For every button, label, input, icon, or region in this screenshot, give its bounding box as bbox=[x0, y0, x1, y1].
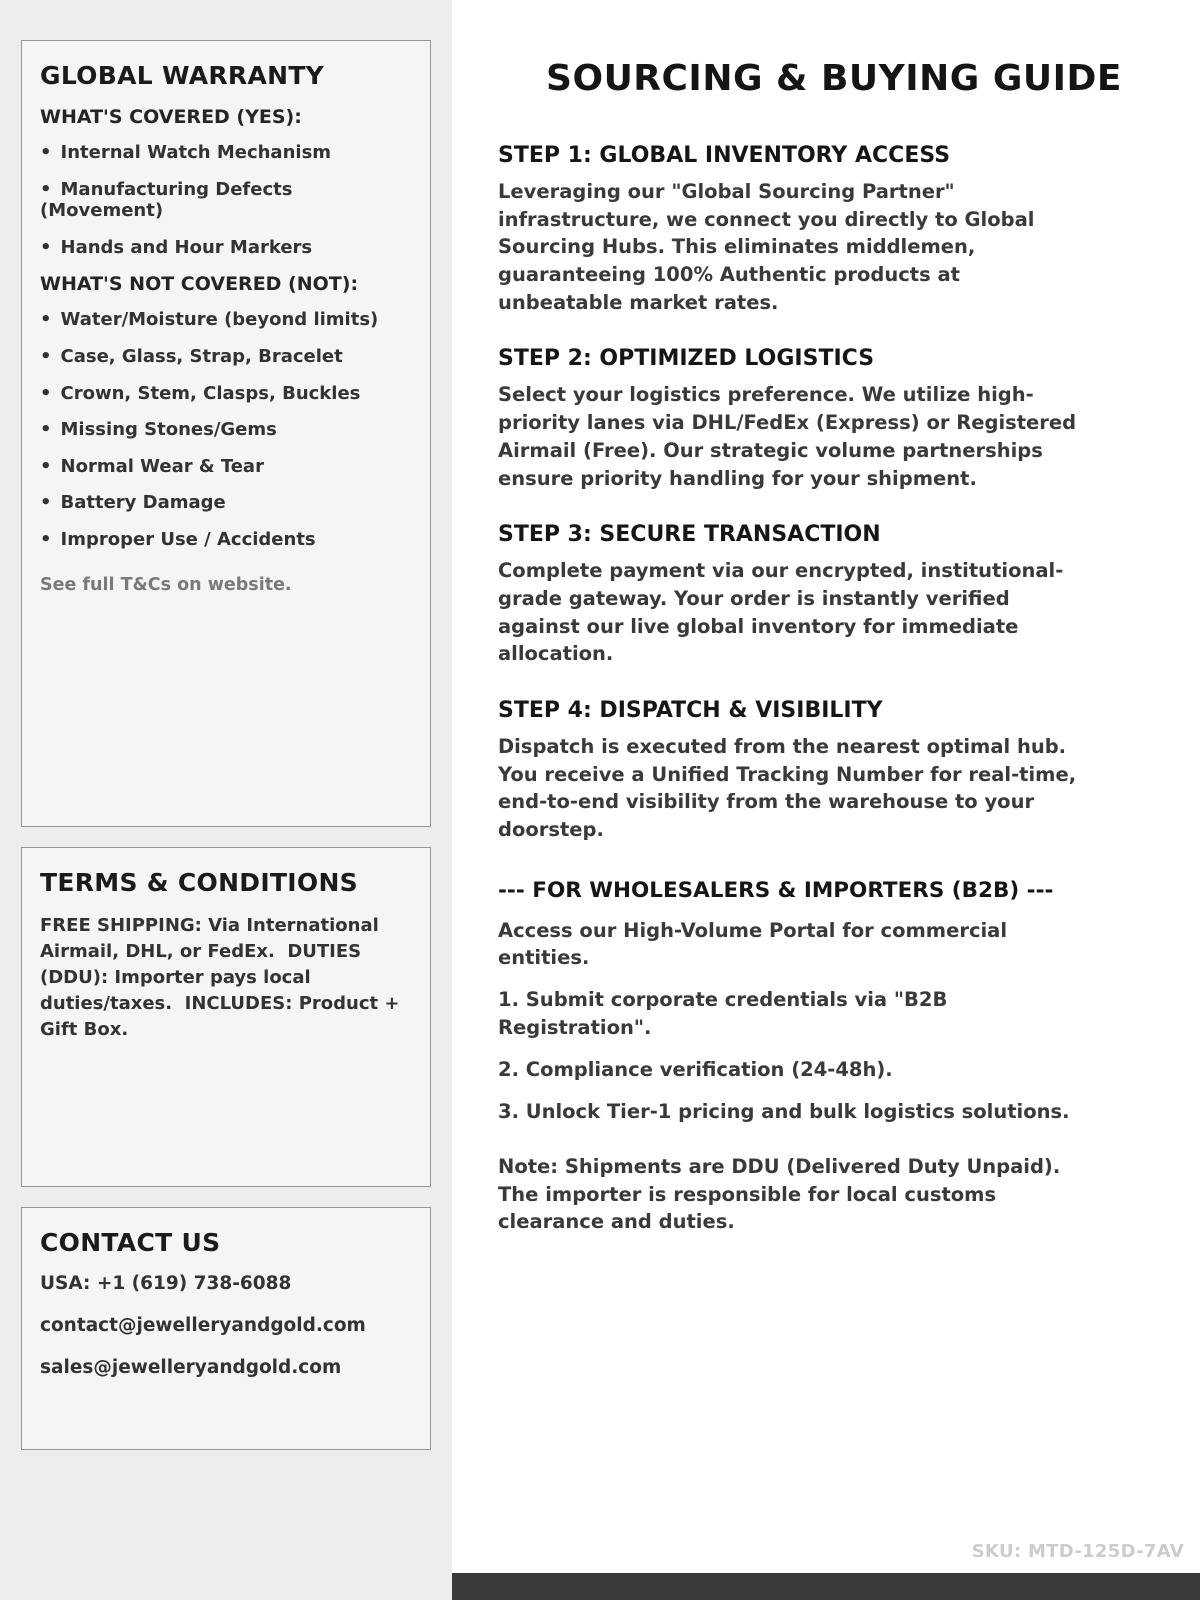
main-content bbox=[452, 0, 1200, 1600]
warranty-not-covered-list bbox=[40, 309, 412, 550]
step-1-body: Leveraging our "Global Sourcing Partner" infrastructure, we connect you directly to Global Sourcing Hubs. This eliminates middlemen, guaranteeing 100% Authentic products at unbeatable market rates. bbox=[498, 180, 1035, 314]
warranty-excluded-item: • Battery Damage bbox=[40, 492, 412, 514]
terms-body: FREE SHIPPING: Via International Airmail, DHL, or FedEx. DUTIES (DDU): Importer pays local duties/taxes. INCLUDES: Product + Gift Box. bbox=[40, 915, 406, 1041]
b2b-heading: --- FOR WHOLESALERS & IMPORTERS (B2B) --- bbox=[498, 877, 1054, 903]
step-2-body: Select your logistics preference. We utilize high-priority lanes via DHL/FedEx (Express) or Registered Airmail (Free). Our strategic volume partnerships ensure priority handling for your shipment. bbox=[498, 383, 1077, 490]
b2b-item-2: 2. Compliance verification (24-48h). bbox=[498, 1057, 893, 1081]
contact-phone: USA: +1 (619) 738-6088 bbox=[40, 1273, 292, 1294]
guide-content bbox=[498, 143, 1080, 1235]
warranty-covered-item: • Manufacturing Defects (Movement) bbox=[40, 179, 412, 222]
page-title: SOURCING & BUYING GUIDE bbox=[546, 58, 1122, 99]
step-2-heading: STEP 2: OPTIMIZED LOGISTICS bbox=[498, 346, 875, 372]
contact-email-primary: contact@jewelleryandgold.com bbox=[40, 1315, 366, 1336]
warranty-excluded-item: • Missing Stones/Gems bbox=[40, 419, 412, 441]
footer-bar bbox=[452, 1573, 1200, 1600]
contact-email-sales: sales@jewelleryandgold.com bbox=[40, 1357, 342, 1378]
warranty-excluded-item: • Crown, Stem, Clasps, Buckles bbox=[40, 383, 412, 405]
step-3-heading: STEP 3: SECURE TRANSACTION bbox=[498, 522, 881, 548]
warranty-excluded-item: • Case, Glass, Strap, Bracelet bbox=[40, 346, 412, 368]
step-4-heading: STEP 4: DISPATCH & VISIBILITY bbox=[498, 697, 883, 723]
terms-title: TERMS & CONDITIONS bbox=[40, 868, 358, 897]
step-4-body: Dispatch is executed from the nearest optimal hub. You receive a Unified Tracking Number for real-time, end-to-end visibility from the warehouse to your doorstep. bbox=[498, 734, 1077, 841]
step-1-heading: STEP 1: GLOBAL INVENTORY ACCESS bbox=[498, 143, 951, 168]
contact-title: CONTACT US bbox=[40, 1228, 221, 1257]
terms-card bbox=[21, 847, 431, 1187]
sku-label: SKU: MTD-125D-7AV bbox=[971, 1541, 1184, 1562]
warranty-excluded-item: • Improper Use / Accidents bbox=[40, 529, 412, 551]
contact-card bbox=[21, 1207, 431, 1450]
warranty-covered-item: • Hands and Hour Markers bbox=[40, 237, 412, 259]
warranty-excluded-item: • Water/Moisture (beyond limits) bbox=[40, 309, 412, 331]
warranty-excluded-item: • Normal Wear & Tear bbox=[40, 456, 412, 478]
b2b-item-3: 3. Unlock Tier-1 pricing and bulk logistics solutions. bbox=[498, 1100, 1070, 1124]
warranty-not-covered-heading: WHAT'S NOT COVERED (NOT): bbox=[40, 273, 359, 296]
b2b-item-1: 1. Submit corporate credentials via "B2B Registration". bbox=[498, 988, 948, 1039]
warranty-footnote: See full T&Cs on website. bbox=[40, 574, 292, 595]
b2b-note: Note: Shipments are DDU (Delivered Duty Unpaid). The importer is responsible for local customs clearance and duties. bbox=[498, 1155, 1061, 1234]
sidebar bbox=[0, 0, 452, 1600]
warranty-covered-list bbox=[40, 142, 412, 258]
warranty-card bbox=[21, 40, 431, 827]
b2b-intro: Access our High-Volume Portal for commercial entities. bbox=[498, 918, 1008, 969]
warranty-covered-item: • Internal Watch Mechanism bbox=[40, 142, 412, 164]
step-3-body: Complete payment via our encrypted, institutional-grade gateway. Your order is instantly verified against our live global inventory for immediate allocation. bbox=[498, 559, 1064, 666]
warranty-covered-heading: WHAT'S COVERED (YES): bbox=[40, 106, 302, 128]
warranty-title: GLOBAL WARRANTY bbox=[40, 61, 325, 90]
